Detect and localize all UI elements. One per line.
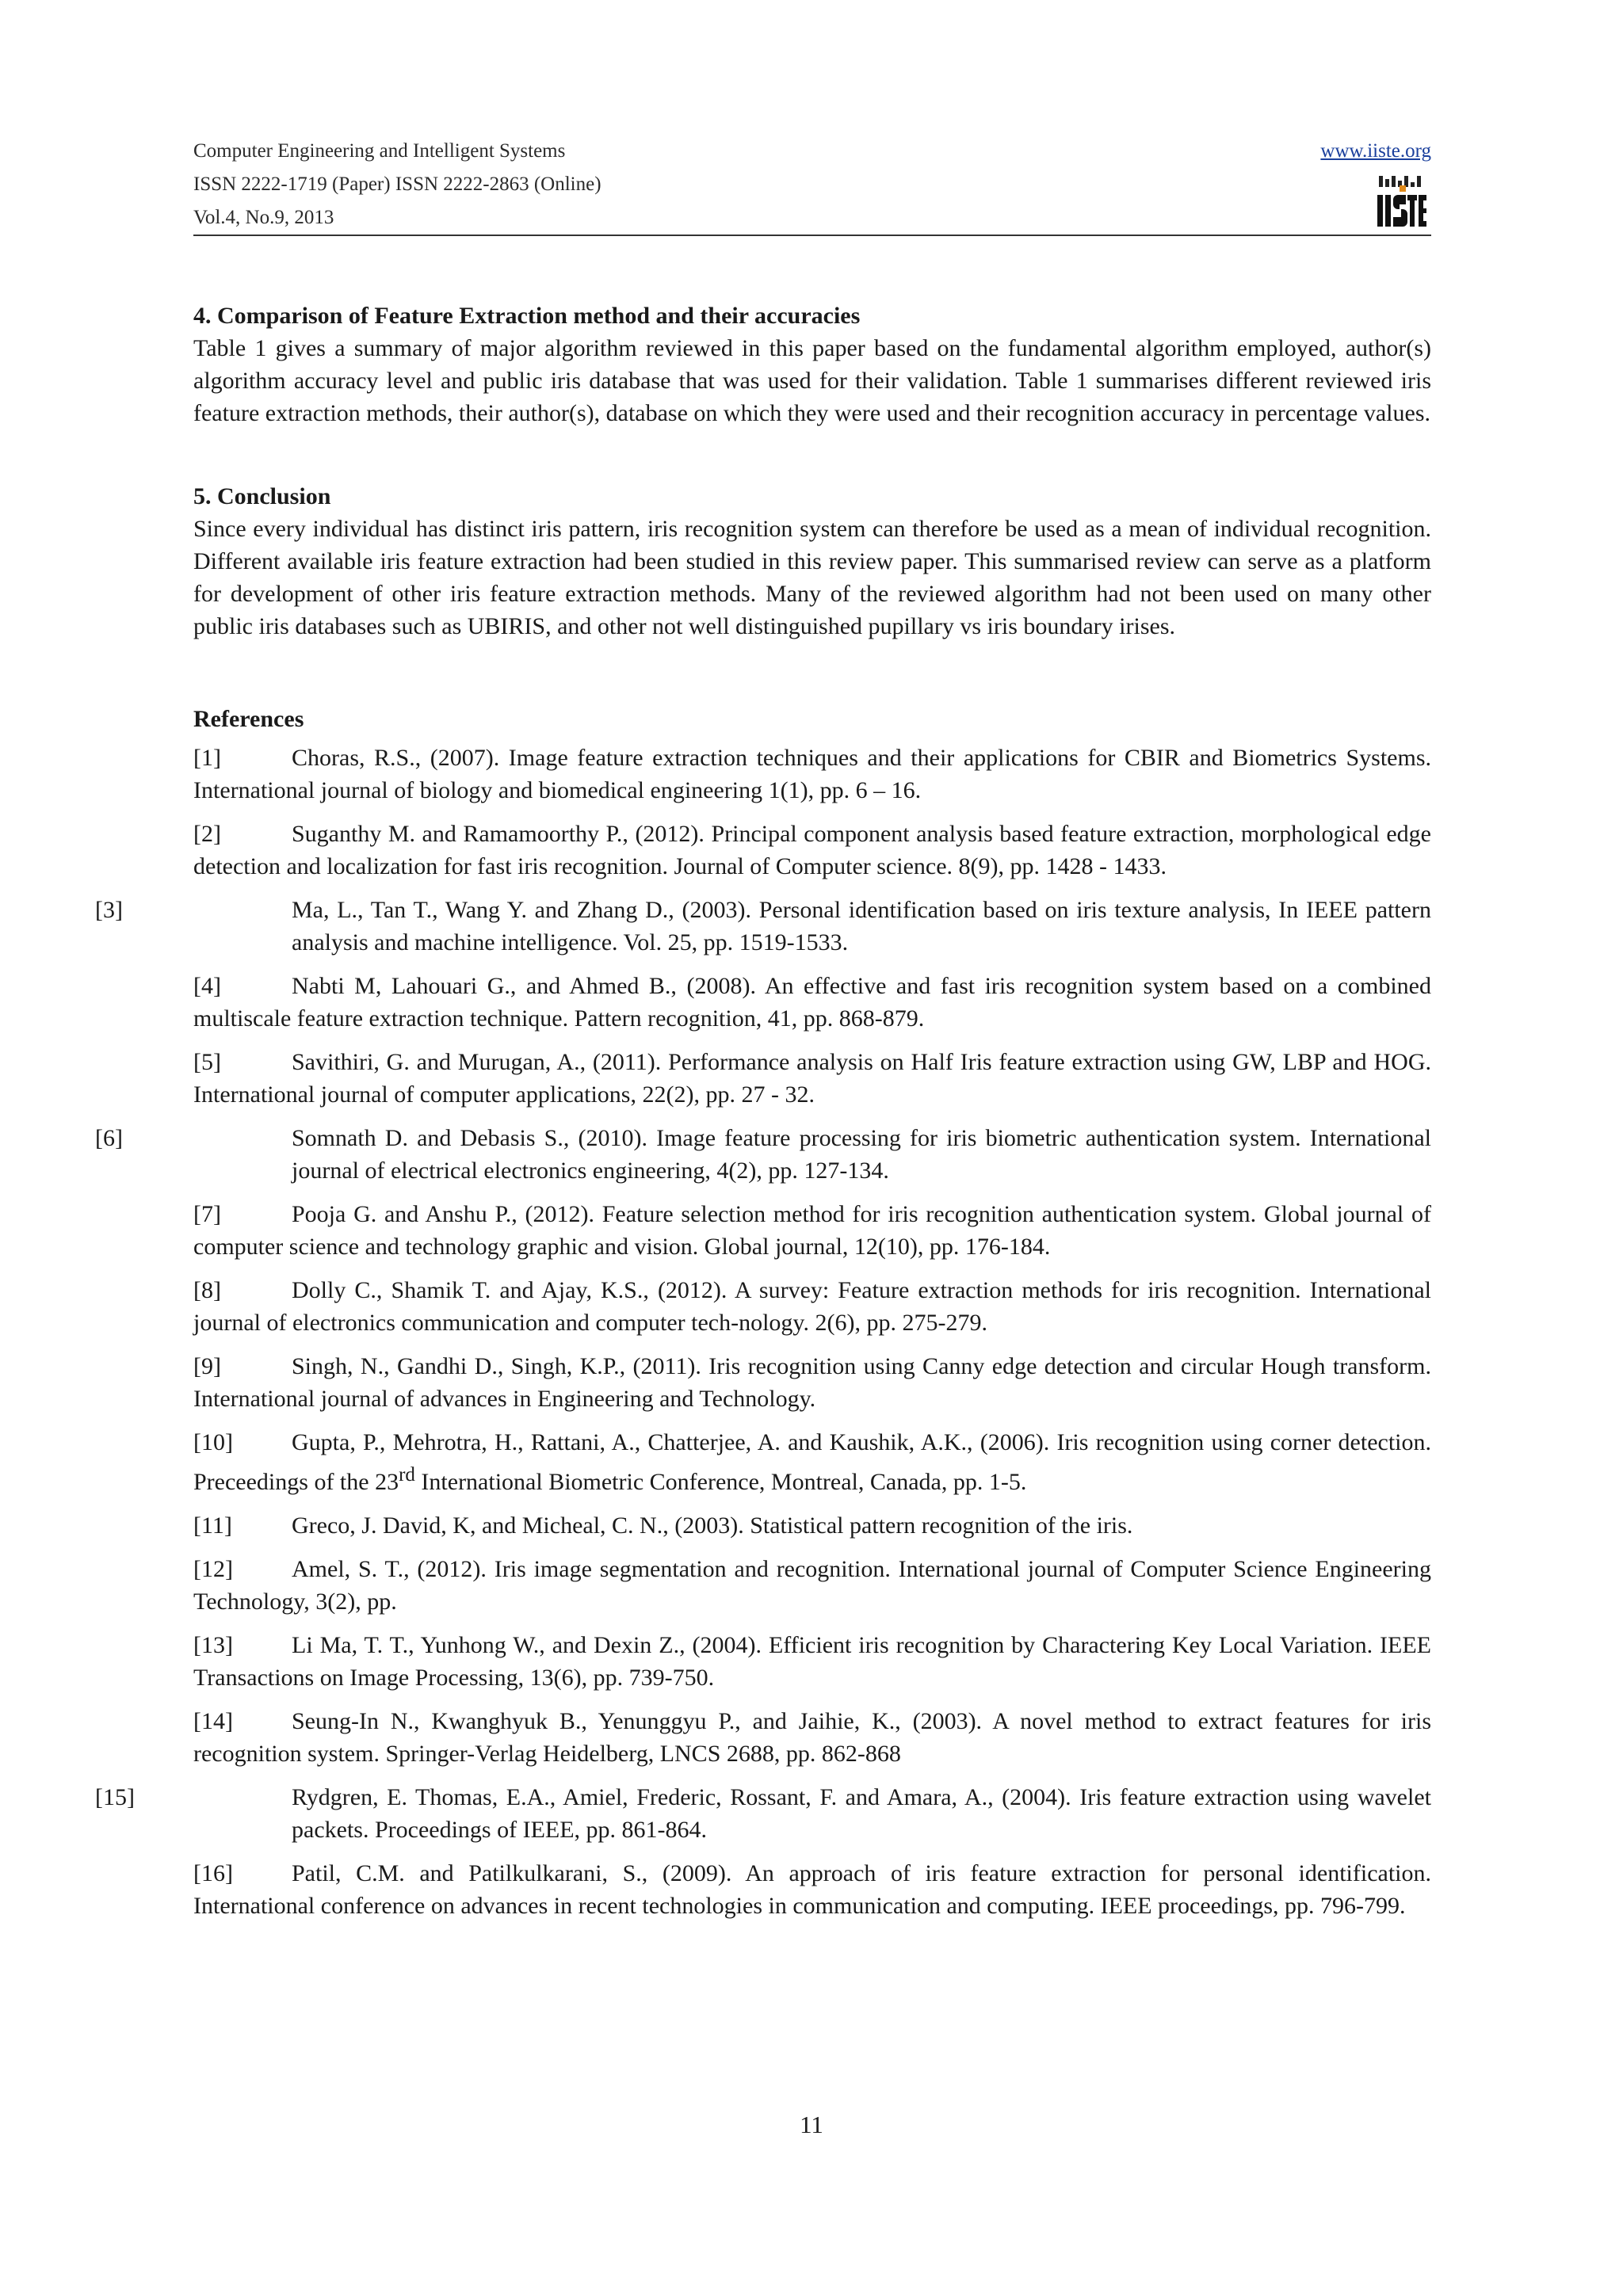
references-heading: References (193, 706, 304, 732)
reference-item (193, 1509, 1431, 1542)
reference-item (193, 1553, 1431, 1618)
reference-number: [7] (193, 1201, 221, 1227)
reference-text: Singh, N., Gandhi D., Singh, K.P., (2011). Iris recognition using Canny edge detection and circular Hough transform. International journal of advances in Engineering and Technology. (193, 1353, 1431, 1412)
section-5-heading: 5. Conclusion (193, 483, 331, 509)
section-4-paragraph: Table 1 gives a summary of major algorithm reviewed in this paper based on the fundamental algorithm employed, author(s) algorithm accuracy level and public iris database that was used for their validation. Table 1 summarises different reviewed iris feature extraction methods, their author(s), database on which they were used and their recognition accuracy in percentage values. (193, 335, 1431, 426)
reference-number: [10] (193, 1429, 233, 1455)
article-body (95, 299, 1431, 1933)
reference-number: [11] (193, 1512, 232, 1539)
reference-number: [8] (193, 1277, 221, 1303)
section-5-paragraph: Since every individual has distinct iris pattern, iris recognition system can therefore be used as a mean of individual recognition. Different available iris feature extraction had been studied in this review paper. This summarised review can serve as a platform for development of other iris feature extraction methods. Many of the reviewed algorithm had not been used on many other public iris databases such as UBIRIS, and other not well distinguished pupillary vs iris boundary irises. (193, 516, 1431, 639)
reference-item (193, 1350, 1431, 1415)
reference-item (193, 742, 1431, 807)
reference-text: Seung-In N., Kwanghyuk B., Yenunggyu P., and Jaihie, K., (2003). A novel method to extract features for iris recognition system. Springer-Verlag Heidelberg, LNCS 2688, pp. 862-868 (193, 1708, 1431, 1767)
journal-url-link[interactable]: www.iiste.org (1320, 140, 1431, 162)
reference-number: [4] (193, 973, 221, 999)
page-number: 11 (800, 2111, 823, 2138)
volume-line: Vol.4, No.9, 2013 (193, 207, 334, 228)
reference-item (193, 1629, 1431, 1694)
reference-item (193, 1426, 1431, 1498)
issn-line: ISSN 2222-1719 (Paper) ISSN 2222-2863 (Online) (193, 174, 601, 195)
ordinal-superscript: rd (399, 1464, 415, 1486)
reference-text-continued: International Biometric Conference, Montreal, Canada, pp. 1-5. (414, 1469, 1027, 1495)
reference-text: Nabti M, Lahouari G., and Ahmed B., (2008). An effective and fast iris recognition system based on a combined multiscale feature extraction technique. Pattern recognition, 41, pp. 868-879. (193, 973, 1431, 1032)
reference-number: [5] (193, 1049, 221, 1075)
reference-item (193, 1274, 1431, 1339)
reference-item (193, 1705, 1431, 1770)
reference-item (95, 1122, 1431, 1187)
reference-number: [16] (193, 1860, 233, 1886)
reference-text: Somnath D. and Debasis S., (2010). Image feature processing for iris biometric authentication system. International journal of electrical electronics engineering, 4(2), pp. 127-134. (292, 1125, 1431, 1184)
reference-text: Savithiri, G. and Murugan, A., (2011). Performance analysis on Half Iris feature extraction using GW, LBP and HOG. International journal of computer applications, 22(2), pp. 27 - 32. (193, 1049, 1431, 1108)
reference-text: Ma, L., Tan T., Wang Y. and Zhang D., (2003). Personal identification based on iris texture analysis, In IEEE pattern analysis and machine intelligence. Vol. 25, pp. 1519-1533. (292, 897, 1431, 955)
reference-item (193, 970, 1431, 1035)
reference-text: Choras, R.S., (2007). Image feature extraction techniques and their applications for CBIR and Biometrics Systems. International journal of biology and biomedical engineering 1(1), pp. 6 – 16. (193, 745, 1431, 803)
reference-number: [13] (193, 1632, 233, 1658)
reference-item (95, 1781, 1431, 1846)
reference-text: Li Ma, T. T., Yunhong W., and Dexin Z., (2004). Efficient iris recognition by Charactering Key Local Variation. IEEE Transactions on Image Processing, 13(6), pp. 739-750. (193, 1632, 1431, 1691)
reference-text: Rydgren, E. Thomas, E.A., Amiel, Frederic, Rossant, F. and Amara, A., (2004). Iris feature extraction using wavelet packets. Proceedings of IEEE, pp. 861-864. (292, 1784, 1431, 1843)
page-header (193, 135, 1431, 235)
reference-list (95, 742, 1431, 1922)
iiste-logo (1376, 174, 1428, 230)
reference-number: [15] (95, 1784, 135, 1810)
reference-number: [1] (193, 745, 221, 771)
reference-number: [9] (193, 1353, 221, 1379)
reference-number: [3] (95, 897, 123, 923)
reference-text: Gupta, P., Mehrotra, H., Rattani, A., Chatterjee, A. and Kaushik, A.K., (2006). Iris recognition using corner detection. Preceedings of the 23 (193, 1429, 1431, 1495)
reference-item (193, 1198, 1431, 1263)
reference-item (193, 1046, 1431, 1111)
reference-item (193, 818, 1431, 883)
reference-text: Pooja G. and Anshu P., (2012). Feature selection method for iris recognition authentication system. Global journal of computer science and technology graphic and vision. Global journal, 12(10), pp. 176-184. (193, 1201, 1431, 1260)
reference-text: Patil, C.M. and Patilkulkarani, S., (2009). An approach of iris feature extraction for personal identification. International conference on advances in recent technologies in communication and computing. IEEE proceedings, pp. 796-799. (193, 1860, 1431, 1919)
reference-number: [14] (193, 1708, 233, 1734)
reference-text: Amel, S. T., (2012). Iris image segmentation and recognition. International journal of Computer Science Engineering Technology, 3(2), pp. (193, 1556, 1431, 1615)
journal-title: Computer Engineering and Intelligent Systems (193, 140, 566, 162)
reference-item (95, 894, 1431, 959)
reference-number: [12] (193, 1556, 233, 1582)
reference-number: [2] (193, 821, 221, 847)
reference-text: Suganthy M. and Ramamoorthy P., (2012). Principal component analysis based feature extraction, morphological edge detection and localization for fast iris recognition. Journal of Computer science. 8(9), pp. 1428 - 1433. (193, 821, 1431, 879)
header-divider (193, 235, 1431, 236)
section-4-heading: 4. Comparison of Feature Extraction method and their accuracies (193, 303, 861, 329)
reference-item (193, 1857, 1431, 1922)
reference-number: [6] (95, 1125, 123, 1151)
reference-text: Greco, J. David, K, and Micheal, C. N., (2003). Statistical pattern recognition of the iris. (292, 1512, 1133, 1539)
reference-text: Dolly C., Shamik T. and Ajay, K.S., (2012). A survey: Feature extraction methods for iris recognition. International journal of electronics communication and computer tech-nology. 2(6), pp. 275-279. (193, 1277, 1431, 1336)
